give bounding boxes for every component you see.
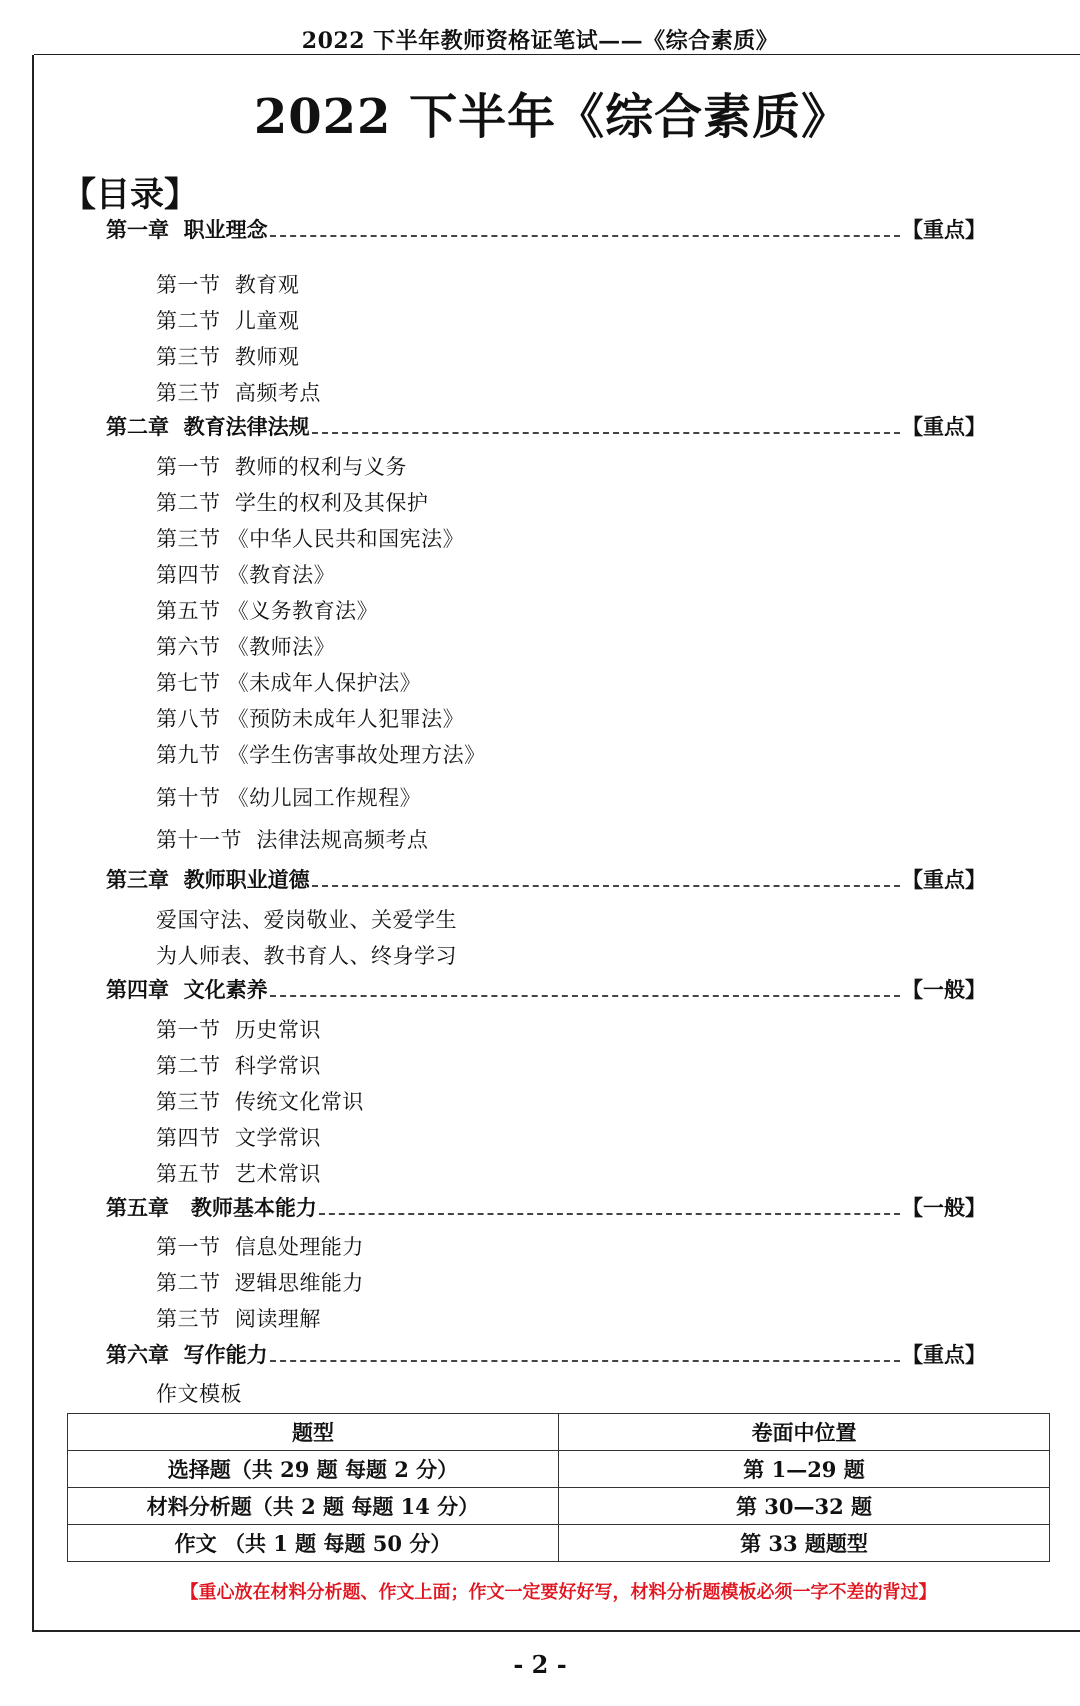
page-number: - 2 -: [513, 1650, 567, 1679]
toc-section: 第九节 《学生伤害事故处理方法》: [156, 743, 486, 767]
toc-section: 第二节 儿童观: [156, 309, 300, 333]
emphasis-note: 【重心放在材料分析题、作文上面；作文一定要好好写，材料分析题模板必须一字不差的背过】: [180, 1582, 937, 1603]
toc-section: 第五节 《义务教育法》: [156, 599, 379, 623]
toc-chapter-2: [106, 411, 986, 441]
toc-section: 第二节 逻辑思维能力: [156, 1271, 364, 1295]
table-header-cell: 卷面中位置: [559, 1414, 1050, 1451]
table-row: [68, 1525, 1050, 1562]
dotted-leader: [312, 885, 900, 887]
toc-section: 第一节 历史常识: [156, 1018, 321, 1042]
toc-section: 第二节 学生的权利及其保护: [156, 491, 429, 515]
table-header-cell: 题型: [68, 1414, 559, 1451]
toc-section: 第一节 教育观: [156, 273, 300, 297]
chapter-label: 第四章 文化素养: [106, 977, 268, 1002]
chapter-badge: 【重点】: [902, 414, 986, 439]
toc-chapter-1: [106, 214, 986, 244]
toc-chapter-6: [106, 1339, 986, 1369]
toc-section: 第三节 阅读理解: [156, 1307, 321, 1331]
chapter-badge: 【重点】: [902, 867, 986, 892]
chapter-label: 第六章 写作能力: [106, 1342, 268, 1367]
chapter-label: 第三章 教师职业道德: [106, 867, 310, 892]
table-row: [68, 1488, 1050, 1525]
chapter-label: 第五章 教师基本能力: [106, 1195, 317, 1220]
toc-heading: 【目录】: [62, 175, 198, 215]
table-cell: 材料分析题（共 2 题 每题 14 分）: [68, 1488, 559, 1525]
dotted-leader: [270, 1360, 900, 1362]
chapter-label: 第一章 职业理念: [106, 217, 268, 242]
toc-section: 第四节 文学常识: [156, 1126, 321, 1150]
toc-section: 第三节 传统文化常识: [156, 1090, 364, 1114]
table-cell: 作文 （共 1 题 每题 50 分）: [68, 1525, 559, 1562]
toc-section: 第三节 教师观: [156, 345, 300, 369]
toc-section: 第六节 《教师法》: [156, 635, 336, 659]
toc-chapter-4: [106, 974, 986, 1004]
dotted-leader: [270, 235, 900, 237]
toc-section: 第五节 艺术常识: [156, 1162, 321, 1186]
toc-section: 第十一节 法律法规高频考点: [156, 828, 429, 852]
toc-section: 作文模板: [156, 1382, 242, 1406]
toc-section: 第七节 《未成年人保护法》: [156, 671, 422, 695]
toc-section: 第八节 《预防未成年人犯罪法》: [156, 707, 465, 731]
table-cell: 选择题（共 29 题 每题 2 分）: [68, 1451, 559, 1488]
dotted-leader: [319, 1213, 900, 1215]
toc-chapter-5: [106, 1192, 986, 1222]
chapter-badge: 【一般】: [902, 1195, 986, 1220]
document-title: 2022 下半年《综合素质》: [253, 89, 851, 145]
running-header: 2022 下半年教师资格证笔试——《综合素质》: [301, 28, 779, 54]
toc-section: 第一节 信息处理能力: [156, 1235, 364, 1259]
toc-chapter-3: [106, 864, 986, 894]
dotted-leader: [270, 995, 900, 997]
toc-section: 第三节 《中华人民共和国宪法》: [156, 527, 465, 551]
chapter-label: 第二章 教育法律法规: [106, 414, 310, 439]
table-cell: 第 1—29 题: [559, 1451, 1050, 1488]
table-cell: 第 33 题题型: [559, 1525, 1050, 1562]
toc-section: 第十节 《幼儿园工作规程》: [156, 786, 422, 810]
toc-section: 第四节 《教育法》: [156, 563, 336, 587]
chapter-badge: 【重点】: [902, 1342, 986, 1367]
question-type-table: [67, 1413, 1050, 1562]
toc-section: 为人师表、教书育人、终身学习: [156, 944, 457, 968]
table-header-row: [68, 1414, 1050, 1451]
toc-section: 爱国守法、爱岗敬业、关爱学生: [156, 908, 457, 932]
table-row: [68, 1451, 1050, 1488]
chapter-badge: 【重点】: [902, 217, 986, 242]
chapter-badge: 【一般】: [902, 977, 986, 1002]
toc-section: 第二节 科学常识: [156, 1054, 321, 1078]
dotted-leader: [312, 432, 900, 434]
table-cell: 第 30—32 题: [559, 1488, 1050, 1525]
toc-section: 第一节 教师的权利与义务: [156, 455, 407, 479]
toc-section: 第三节 高频考点: [156, 381, 321, 405]
